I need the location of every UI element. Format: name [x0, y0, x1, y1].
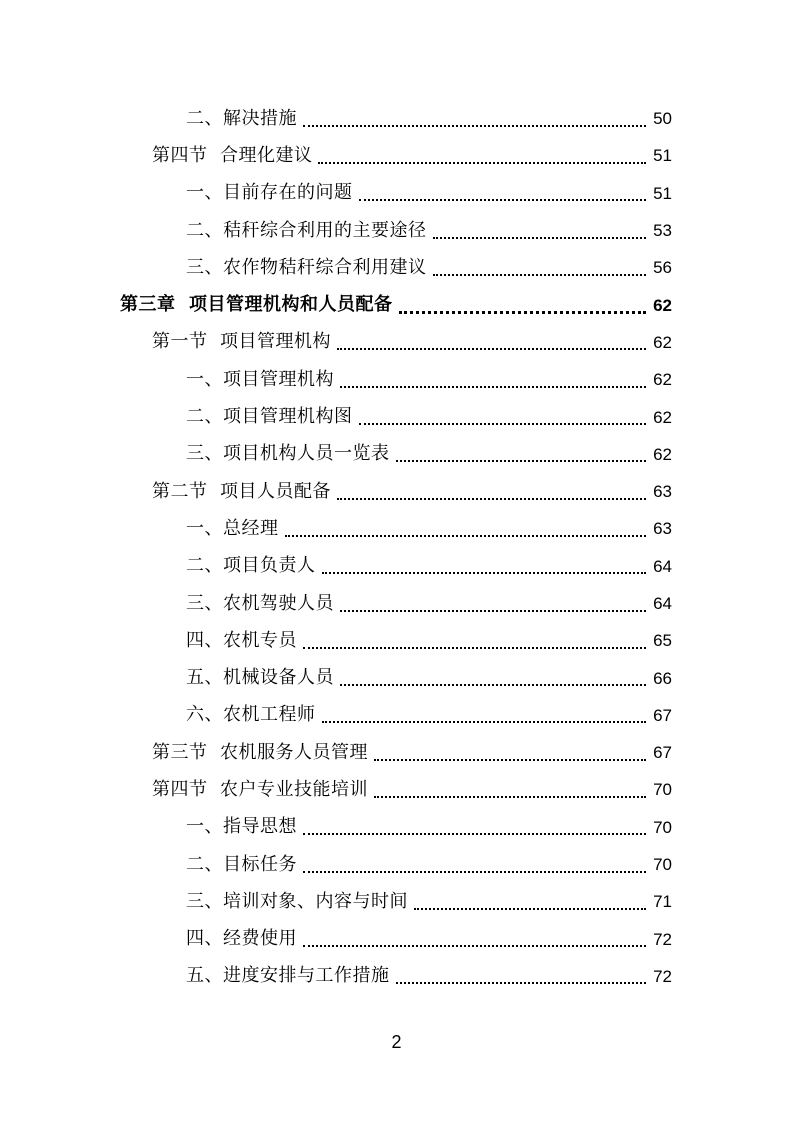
- toc-dot-leader: [285, 535, 647, 537]
- toc-entry-title: 三、农作物秸秆综合利用建议: [186, 256, 427, 278]
- toc-entry-page: 62: [653, 332, 672, 352]
- toc-section[interactable]: [0, 734, 793, 771]
- toc-entry-title: 一、项目管理机构: [186, 368, 334, 390]
- toc-section[interactable]: [0, 137, 793, 174]
- toc-subsection[interactable]: [0, 809, 793, 846]
- toc-subsection[interactable]: [0, 436, 793, 473]
- toc-entry-page: 56: [653, 258, 672, 278]
- toc-entry-page: 50: [653, 109, 672, 129]
- toc-entry-title: 二、解决措施: [186, 107, 297, 129]
- toc-entry-page: 62: [653, 370, 672, 390]
- toc-entry-page: 63: [653, 519, 672, 539]
- toc-dot-leader: [340, 386, 646, 388]
- toc-entry-page: 62: [653, 295, 672, 315]
- toc-entry-page: 72: [653, 929, 672, 949]
- toc-dot-leader: [303, 871, 646, 873]
- toc-subsection[interactable]: [0, 510, 793, 547]
- toc-subsection[interactable]: [0, 100, 793, 137]
- toc-dot-leader: [303, 647, 646, 649]
- toc-subsection[interactable]: [0, 585, 793, 622]
- toc-subsection[interactable]: [0, 921, 793, 958]
- toc-dot-leader: [433, 237, 647, 239]
- toc-entry-title: 一、总经理: [186, 517, 279, 539]
- toc-entry-page: 70: [653, 817, 672, 837]
- toc-dot-leader: [359, 199, 647, 201]
- toc-entry-page: 64: [653, 556, 672, 576]
- toc-entry-title: 一、指导思想: [186, 816, 297, 838]
- toc-dot-leader: [396, 460, 647, 462]
- toc-entry-title: 三、培训对象、内容与时间: [186, 890, 408, 912]
- toc-entry-title: 五、机械设备人员: [186, 667, 334, 689]
- toc-dot-leader: [359, 423, 647, 425]
- toc-entry-page: 67: [653, 743, 672, 763]
- toc-entry-title: 一、目前存在的问题: [186, 182, 353, 204]
- toc-dot-leader: [340, 610, 646, 612]
- toc-entry-title: 四、经费使用: [186, 928, 297, 950]
- toc-entry-page: 65: [653, 631, 672, 651]
- toc-entry-title: 第三节 农机服务人员管理: [152, 741, 368, 763]
- toc-entry-title: 四、农机专员: [186, 629, 297, 651]
- toc-dot-leader: [399, 311, 646, 314]
- toc-section[interactable]: [0, 771, 793, 808]
- toc-entry-title: 二、项目负责人: [186, 555, 316, 577]
- toc-dot-leader: [318, 162, 646, 164]
- toc-dot-leader: [337, 348, 646, 350]
- toc-dot-leader: [396, 982, 647, 984]
- toc-section[interactable]: [0, 324, 793, 361]
- toc-entry-page: 51: [653, 146, 672, 166]
- toc-subsection[interactable]: [0, 175, 793, 212]
- toc-subsection[interactable]: [0, 548, 793, 585]
- toc-entry-title: 第二节 项目人员配备: [152, 480, 331, 502]
- toc-entry-title: 第四节 农户专业技能培训: [152, 778, 368, 800]
- toc-dot-leader: [414, 908, 646, 910]
- toc-entry-page: 63: [653, 482, 672, 502]
- toc-subsection[interactable]: [0, 249, 793, 286]
- toc-entry-page: 72: [653, 966, 672, 986]
- toc-dot-leader: [374, 759, 646, 761]
- toc-dot-leader: [303, 833, 646, 835]
- toc-chapter[interactable]: [0, 286, 793, 323]
- toc-entry-title: 二、项目管理机构图: [186, 406, 353, 428]
- toc-entry-page: 64: [653, 594, 672, 613]
- toc-entry-title: 五、进度安排与工作措施: [186, 965, 390, 987]
- toc-entry-title: 三、农机驾驶人员: [186, 592, 334, 614]
- toc-entry-page: 70: [653, 855, 672, 875]
- toc-section[interactable]: [0, 473, 793, 510]
- toc-entry-page: 71: [653, 892, 672, 912]
- toc-entry-title: 第一节 项目管理机构: [152, 331, 331, 353]
- toc-entry-title: 二、目标任务: [186, 853, 297, 875]
- toc-dot-leader: [303, 945, 646, 947]
- toc-entry-page: 51: [653, 183, 672, 203]
- toc-subsection[interactable]: [0, 398, 793, 435]
- toc-entry-page: 67: [653, 705, 672, 725]
- toc-entry-title: 第三章 项目管理机构和人员配备: [120, 294, 393, 316]
- toc-subsection[interactable]: [0, 361, 793, 398]
- toc-dot-leader: [337, 498, 646, 500]
- toc-subsection[interactable]: [0, 958, 793, 995]
- toc-dot-leader: [433, 274, 647, 276]
- toc-dot-leader: [374, 796, 646, 798]
- toc-entry-title: 二、秸秆综合利用的主要途径: [186, 219, 427, 241]
- toc-entry-page: 62: [653, 444, 672, 464]
- toc-subsection[interactable]: [0, 212, 793, 249]
- toc-dot-leader: [322, 721, 647, 723]
- toc-subsection[interactable]: [0, 622, 793, 659]
- toc-entry-page: 62: [653, 407, 672, 427]
- toc-subsection[interactable]: [0, 883, 793, 920]
- toc-dot-leader: [340, 684, 646, 686]
- toc-entry-title: 六、农机工程师: [186, 704, 316, 726]
- toc-entry-page: 66: [653, 668, 672, 688]
- toc-subsection[interactable]: [0, 659, 793, 696]
- toc-dot-leader: [303, 125, 646, 127]
- toc-subsection[interactable]: [0, 697, 793, 734]
- page-number: 2: [391, 1032, 402, 1052]
- toc-subsection[interactable]: [0, 846, 793, 883]
- table-of-contents: [0, 100, 793, 995]
- toc-entry-title: 三、项目机构人员一览表: [186, 443, 390, 465]
- toc-entry-page: 53: [653, 221, 672, 241]
- toc-dot-leader: [322, 572, 647, 574]
- toc-entry-title: 第四节 合理化建议: [152, 144, 313, 166]
- toc-entry-page: 70: [653, 780, 672, 800]
